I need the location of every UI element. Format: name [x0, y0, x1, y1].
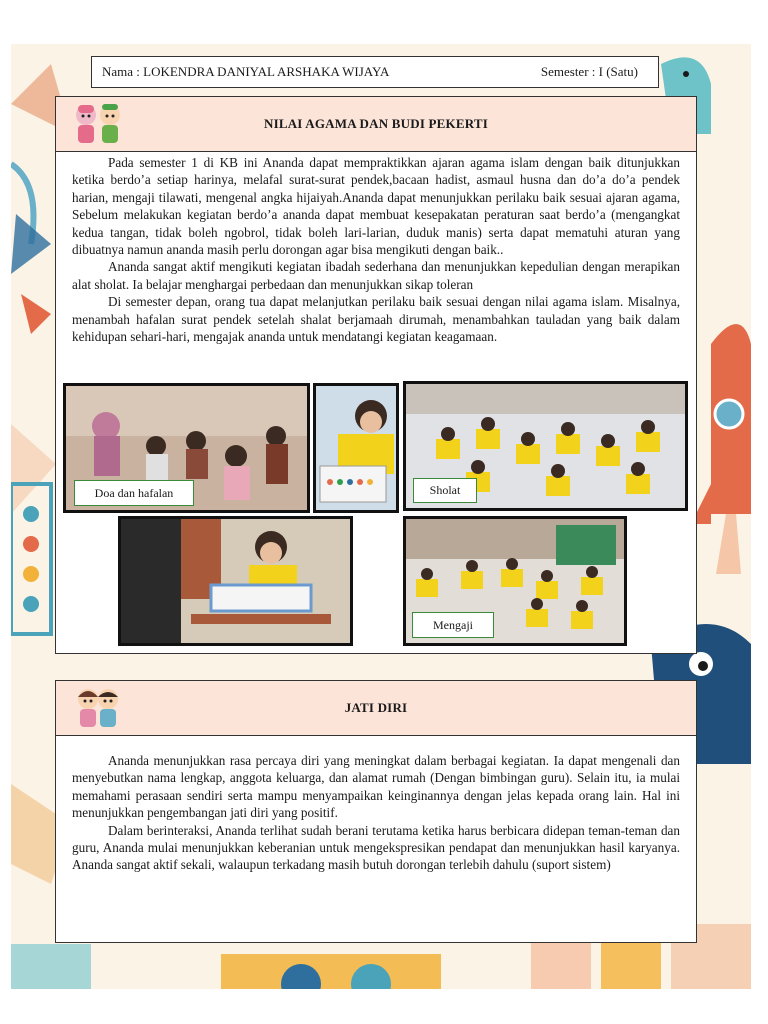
children-illustration-icon	[70, 101, 126, 147]
section-body	[56, 152, 696, 345]
caption-mengaji: Mengaji	[412, 612, 494, 638]
section-header	[56, 681, 696, 736]
caption-sholat: Sholat	[413, 478, 477, 503]
paragraph: Pada semester 1 di KB ini Ananda dapat mempraktikkan ajaran agama islam dengan baik ditunjukkan ketika berdo’a setiap harinya, melafal surat-surat pendek,bacaan hadist, asmaul husna dan do’a do’a pendek harian, mengaji tilawati, mengenal angka hijaiyah.Ananda dapat menunjukkan perilaku baik sesuai ajaran agama, Sebelum melakukan kegiatan berdo’a ananda dapat membuat kesepakatan peraturan saat berdo’a (mengangkat kedua tangan, tidak boleh ngobrol, tidak boleh lari-larian, duduk manis) serta dapat mematuhi aturan yang dibuatnya namun ananda masih perlu dorongan agar bisa mengikuti dengan baik..	[72, 155, 680, 258]
section-jati-diri	[55, 680, 697, 943]
paragraph: Ananda menunjukkan rasa percaya diri yang meningkat dalam berbagai kegiatan. Ia dapat mengenali dan menyebutkan nama lengkap, anggota keluarga, dan alamat rumah (Dengan bimbingan guru). Selain itu, ia mulai memahami perasaan sendiri serta mampu menyampaikan keinginannya dengan jelas kepada orang lain. Hal ini menunjukkan pengembangan jati diri yang positif.	[72, 753, 680, 821]
paragraph: Di semester depan, orang tua dapat melanjutkan perilaku baik sesuai dengan nilai agama islam. Misalnya, menambah hafalan surat pendek setelah shalat berjamaah dirumah, menambahkan tauladan yang baik dalam kehidupan sehari-hari, mengajak ananda untuk mendatangi kegiatan keagamaan.	[72, 294, 680, 345]
paragraph: Dalam berinteraksi, Ananda terlihat sudah berani terutama ketika harus berbicara didepan teman-teman dan guru, Ananda mulai menunjukkan keberanian untuk mengekspresikan pendapat dan menunjukkan hasil karyanya. Ananda sangat aktif sekali, walaupun terkadang masih butuh dorongan terlebih dahulu (suport sistem)	[72, 822, 680, 873]
section-title: JATI DIRI	[344, 700, 408, 715]
semester-label: Semester : I (Satu)	[540, 64, 638, 79]
learning-photo-image	[121, 519, 350, 643]
student-info-header	[91, 56, 659, 88]
child-reading-photo-image	[316, 386, 396, 510]
section-body	[56, 736, 696, 874]
children-illustration-icon	[70, 685, 126, 731]
student-name: Nama : LOKENDRA DANIYAL ARSHAKA WIJAYA	[102, 64, 390, 79]
photo-reading-board	[313, 383, 399, 513]
paragraph: Ananda sangat aktif mengikuti kegiatan ibadah sederhana dan menunjukkan kepedulian dengan merapikan alat sholat. Ia belajar menghargai perbedaan dan menunjukkan sikap toleran	[72, 259, 680, 292]
photo-learning-board	[118, 516, 353, 646]
caption-doa-hafalan: Doa dan hafalan	[74, 480, 194, 506]
section-title: NILAI AGAMA DAN BUDI PEKERTI	[263, 116, 488, 131]
section-header	[56, 97, 696, 152]
